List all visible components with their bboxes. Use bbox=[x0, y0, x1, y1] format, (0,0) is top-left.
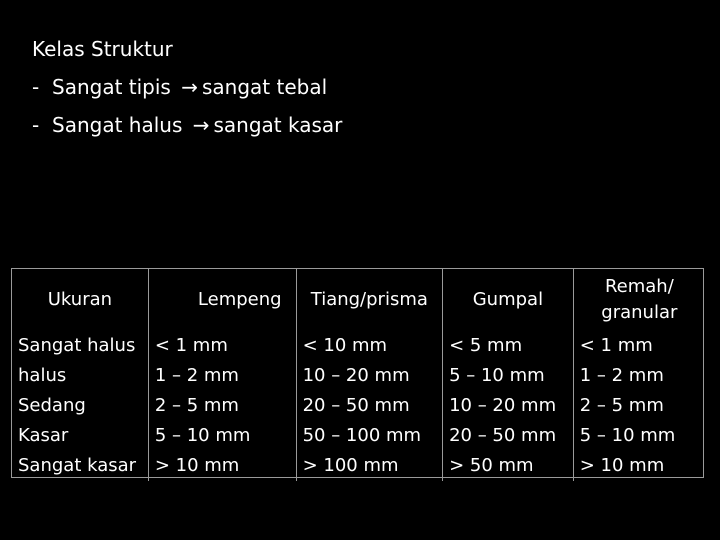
cell-tiang: 10 – 20 mm bbox=[296, 361, 443, 391]
dash-marker: - bbox=[32, 113, 40, 137]
cell-tiang: < 10 mm bbox=[296, 331, 443, 361]
cell-gumpal: > 50 mm bbox=[443, 451, 574, 481]
bullet-thickness bbox=[32, 68, 342, 106]
cell-lempeng: < 1 mm bbox=[148, 331, 296, 361]
bullet-from-text: Sangat tipis bbox=[52, 75, 171, 99]
cell-ukuran: halus bbox=[12, 361, 148, 391]
header-ukuran: Ukuran bbox=[12, 269, 148, 331]
cell-remah: < 1 mm bbox=[579, 335, 653, 356]
table-row bbox=[12, 331, 705, 361]
structure-size-table bbox=[12, 269, 705, 481]
right-arrow-icon: → bbox=[181, 75, 198, 99]
cell-remah: 2 – 5 mm bbox=[579, 395, 664, 416]
bullet-to-text: sangat kasar bbox=[213, 113, 343, 137]
cell-tiang: > 100 mm bbox=[296, 451, 443, 481]
header-remah-text: Remah/ granular bbox=[601, 276, 678, 323]
cell-ukuran: Sangat halus bbox=[12, 331, 148, 361]
cell-lempeng: > 10 mm bbox=[148, 451, 296, 481]
cell-gumpal: 10 – 20 mm bbox=[443, 391, 574, 421]
cell-remah: 5 – 10 mm bbox=[579, 425, 676, 446]
header-remah-granular bbox=[573, 269, 705, 331]
table-header-row bbox=[12, 269, 705, 331]
cell-gumpal: 5 – 10 mm bbox=[443, 361, 574, 391]
table-row bbox=[12, 451, 705, 481]
dash-marker: - bbox=[32, 75, 40, 99]
cell-ukuran: Sangat kasar bbox=[12, 451, 148, 481]
cell-ukuran: Kasar bbox=[12, 421, 148, 451]
cell-gumpal: 20 – 50 mm bbox=[443, 421, 574, 451]
header-gumpal: Gumpal bbox=[443, 269, 574, 331]
cell-lempeng: 1 – 2 mm bbox=[148, 361, 296, 391]
cell-remah: 1 – 2 mm bbox=[579, 365, 664, 386]
table-row bbox=[12, 391, 705, 421]
cell-remah: > 10 mm bbox=[579, 455, 665, 476]
table-row bbox=[12, 421, 705, 451]
heading-title: Kelas Struktur bbox=[32, 37, 173, 61]
table-row bbox=[12, 361, 705, 391]
header-tiang-prisma: Tiang/prisma bbox=[296, 269, 443, 331]
header-lempeng: Lempeng bbox=[148, 269, 296, 331]
bullet-fineness bbox=[32, 106, 342, 144]
cell-lempeng: 2 – 5 mm bbox=[148, 391, 296, 421]
bullet-to-text: sangat tebal bbox=[201, 75, 328, 99]
structure-class-heading bbox=[32, 30, 342, 144]
bullet-from-text: Sangat halus bbox=[52, 113, 183, 137]
cell-tiang: 20 – 50 mm bbox=[296, 391, 443, 421]
cell-ukuran: Sedang bbox=[12, 391, 148, 421]
cell-tiang: 50 – 100 mm bbox=[296, 421, 443, 451]
right-arrow-icon: → bbox=[192, 113, 210, 137]
cell-gumpal: < 5 mm bbox=[443, 331, 574, 361]
cell-lempeng: 5 – 10 mm bbox=[148, 421, 296, 451]
